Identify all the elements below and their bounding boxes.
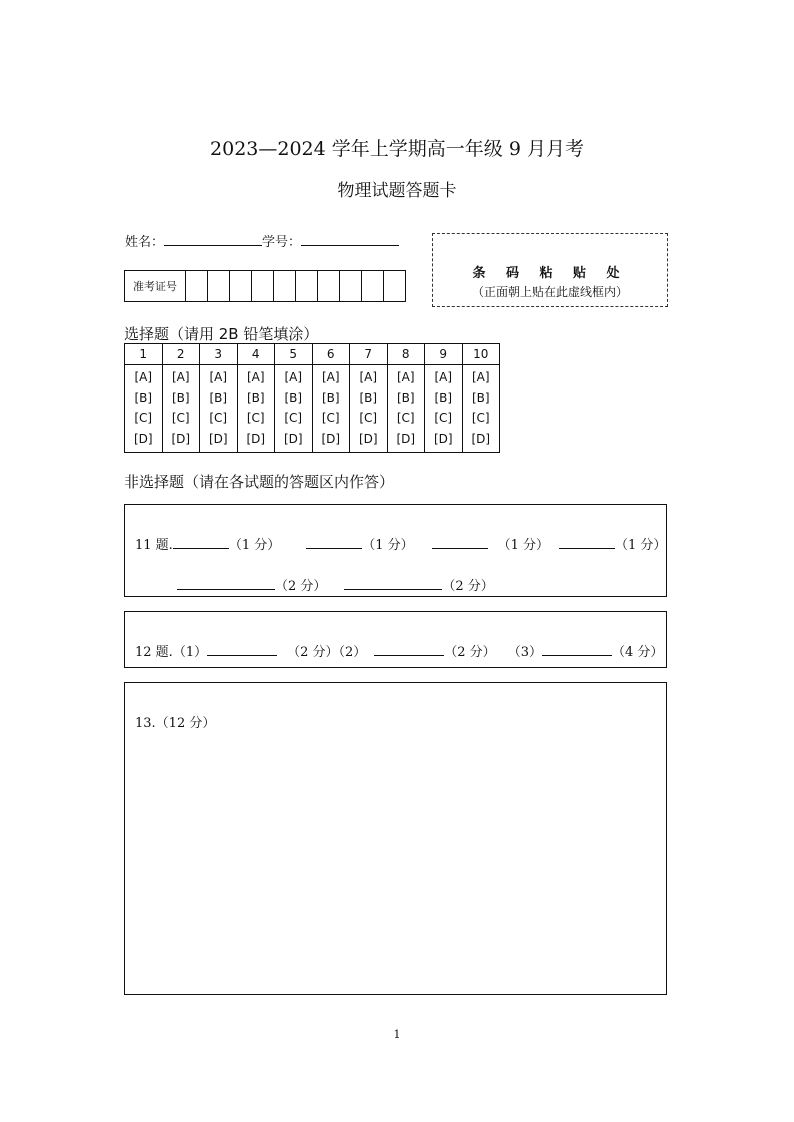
q12-box bbox=[124, 611, 667, 668]
mc-option-bubble[interactable]: [A] bbox=[209, 370, 228, 384]
mc-option-bubble[interactable]: [A] bbox=[284, 370, 303, 384]
mc-option-bubble[interactable]: [D] bbox=[133, 432, 153, 447]
mc-option-bubble[interactable]: [D] bbox=[283, 432, 303, 447]
exam-title: 2023—2024 学年上学期高一年级 9 月月考 bbox=[210, 138, 584, 160]
q12-part-2: （2） bbox=[338, 645, 367, 660]
mc-option-bubble[interactable]: [C] bbox=[171, 411, 190, 426]
q12-score-1: （2 分） bbox=[287, 645, 339, 660]
exam-id-grid bbox=[124, 270, 406, 302]
mc-option-bubble[interactable]: [B] bbox=[284, 390, 303, 405]
mc-option-bubble[interactable]: [D] bbox=[171, 432, 191, 447]
mc-option-bubble[interactable]: [B] bbox=[246, 390, 265, 405]
mc-option-column bbox=[387, 365, 425, 453]
mc-option-bubble[interactable]: [B] bbox=[321, 390, 340, 405]
mc-option-bubble[interactable]: [C] bbox=[434, 411, 453, 426]
q12-score-2: （2 分） bbox=[444, 645, 496, 660]
mc-option-column bbox=[125, 365, 163, 453]
mc-option-bubble[interactable]: [C] bbox=[359, 411, 378, 426]
mc-option-bubble[interactable]: [B] bbox=[396, 390, 415, 405]
mc-option-column bbox=[312, 365, 350, 453]
mc-option-bubble[interactable]: [A] bbox=[396, 370, 415, 384]
exam-id-digit-cell[interactable] bbox=[340, 271, 362, 302]
mc-question-number: 1 bbox=[125, 344, 163, 365]
name-field[interactable] bbox=[164, 233, 262, 246]
multiple-choice-grid bbox=[124, 343, 500, 453]
mc-option-bubble[interactable]: [B] bbox=[134, 390, 153, 405]
exam-id-digit-cell[interactable] bbox=[296, 271, 318, 302]
q11-blank-4[interactable] bbox=[559, 536, 615, 549]
q11-score-3: （1 分） bbox=[497, 538, 550, 553]
q11-score-6: （2 分） bbox=[442, 579, 494, 594]
barcode-title: 条 码 粘 贴 处 bbox=[472, 266, 628, 281]
mc-option-bubble[interactable]: [B] bbox=[359, 390, 378, 405]
q11-box bbox=[124, 504, 667, 597]
mc-option-bubble[interactable]: [A] bbox=[134, 370, 153, 384]
mc-option-bubble[interactable]: [B] bbox=[434, 390, 453, 405]
mc-option-bubble[interactable]: [D] bbox=[358, 432, 378, 447]
mc-option-bubble[interactable]: [D] bbox=[246, 432, 266, 447]
mc-question-number: 5 bbox=[275, 344, 313, 365]
mc-question-number: 6 bbox=[312, 344, 350, 365]
q12-blank-1[interactable] bbox=[207, 643, 277, 656]
mc-option-column bbox=[237, 365, 275, 453]
exam-id-digit-cell[interactable] bbox=[186, 271, 208, 302]
mc-option-column bbox=[462, 365, 500, 453]
q12-part-3: （3） bbox=[507, 645, 542, 660]
mc-option-column bbox=[162, 365, 200, 453]
q13-label: 13.（12 分） bbox=[135, 716, 216, 731]
mc-option-bubble[interactable]: [B] bbox=[171, 390, 190, 405]
q11-blank-3[interactable] bbox=[432, 536, 488, 549]
q11-score-1: （1 分） bbox=[228, 538, 281, 553]
mc-question-number: 9 bbox=[425, 344, 463, 365]
student-info-row bbox=[125, 231, 399, 250]
mc-option-bubble[interactable]: [C] bbox=[209, 411, 228, 426]
q12-blank-2[interactable] bbox=[374, 643, 444, 656]
mc-option-bubble[interactable]: [C] bbox=[396, 411, 415, 426]
q12-label: 12 题. bbox=[135, 645, 173, 660]
q11-score-4: （1 分） bbox=[615, 538, 667, 553]
student-no-field[interactable] bbox=[301, 233, 399, 246]
q12-score-3: （4 分） bbox=[611, 645, 664, 660]
exam-id-digit-cell[interactable] bbox=[208, 271, 230, 302]
mc-option-bubble[interactable]: [A] bbox=[171, 370, 190, 384]
barcode-note: （正面朝上贴在此虚线框内） bbox=[471, 285, 628, 299]
mc-option-bubble[interactable]: [B] bbox=[471, 390, 490, 405]
page-number: 1 bbox=[393, 1028, 401, 1041]
exam-id-digit-cell[interactable] bbox=[230, 271, 252, 302]
multiple-choice-title: 选择题（请用 2B 铅笔填涂） bbox=[124, 325, 319, 343]
mc-option-bubble[interactable]: [D] bbox=[208, 432, 228, 447]
mc-option-bubble[interactable]: [A] bbox=[434, 370, 453, 384]
mc-option-column bbox=[275, 365, 313, 453]
name-label: 姓名： bbox=[125, 235, 165, 250]
exam-id-digit-cell[interactable] bbox=[274, 271, 296, 302]
mc-option-bubble[interactable]: [C] bbox=[246, 411, 265, 426]
mc-option-bubble[interactable]: [A] bbox=[321, 370, 340, 384]
exam-id-digit-cell[interactable] bbox=[362, 271, 384, 302]
student-no-label: 学号： bbox=[262, 235, 302, 250]
q11-blank-1[interactable] bbox=[173, 536, 229, 549]
mc-question-number: 7 bbox=[350, 344, 388, 365]
q11-score-5: （2 分） bbox=[275, 579, 327, 594]
q11-blank-6[interactable] bbox=[344, 577, 442, 590]
q11-blank-2[interactable] bbox=[306, 536, 362, 549]
mc-option-bubble[interactable]: [A] bbox=[246, 370, 265, 384]
exam-id-digit-cell[interactable] bbox=[384, 271, 406, 302]
free-response-title: 非选择题（请在各试题的答题区内作答） bbox=[124, 473, 395, 491]
mc-option-bubble[interactable]: [D] bbox=[321, 432, 341, 447]
q12-blank-3[interactable] bbox=[542, 643, 612, 656]
q12-part-1: （1） bbox=[172, 645, 208, 660]
mc-option-bubble[interactable]: [C] bbox=[321, 411, 340, 426]
mc-option-bubble[interactable]: [C] bbox=[134, 411, 153, 426]
q11-score-2: （1 分） bbox=[362, 538, 414, 553]
mc-option-bubble[interactable]: [C] bbox=[284, 411, 303, 426]
mc-question-number: 8 bbox=[387, 344, 425, 365]
mc-option-column bbox=[200, 365, 238, 453]
q13-answer-area[interactable] bbox=[124, 682, 667, 995]
mc-question-number: 4 bbox=[237, 344, 275, 365]
mc-option-bubble[interactable]: [D] bbox=[433, 432, 453, 447]
mc-question-number: 2 bbox=[162, 344, 200, 365]
mc-option-bubble[interactable]: [B] bbox=[209, 390, 228, 405]
mc-option-bubble[interactable]: [C] bbox=[471, 411, 490, 426]
mc-option-column bbox=[350, 365, 388, 453]
mc-option-bubble[interactable]: [D] bbox=[396, 432, 416, 447]
mc-question-number: 3 bbox=[200, 344, 238, 365]
mc-option-column bbox=[425, 365, 463, 453]
exam-id-digit-cell[interactable] bbox=[318, 271, 340, 302]
q11-blank-5[interactable] bbox=[177, 577, 275, 590]
exam-id-label: 准考证号 bbox=[125, 271, 186, 302]
exam-subtitle: 物理试题答题卡 bbox=[337, 181, 457, 201]
q11-label: 11 题. bbox=[135, 538, 173, 553]
barcode-area bbox=[432, 233, 668, 307]
mc-option-bubble[interactable]: [A] bbox=[471, 370, 490, 384]
exam-id-digit-cell[interactable] bbox=[252, 271, 274, 302]
mc-option-bubble[interactable]: [D] bbox=[471, 432, 491, 447]
mc-option-bubble[interactable]: [A] bbox=[359, 370, 378, 384]
mc-question-number: 10 bbox=[462, 344, 500, 365]
